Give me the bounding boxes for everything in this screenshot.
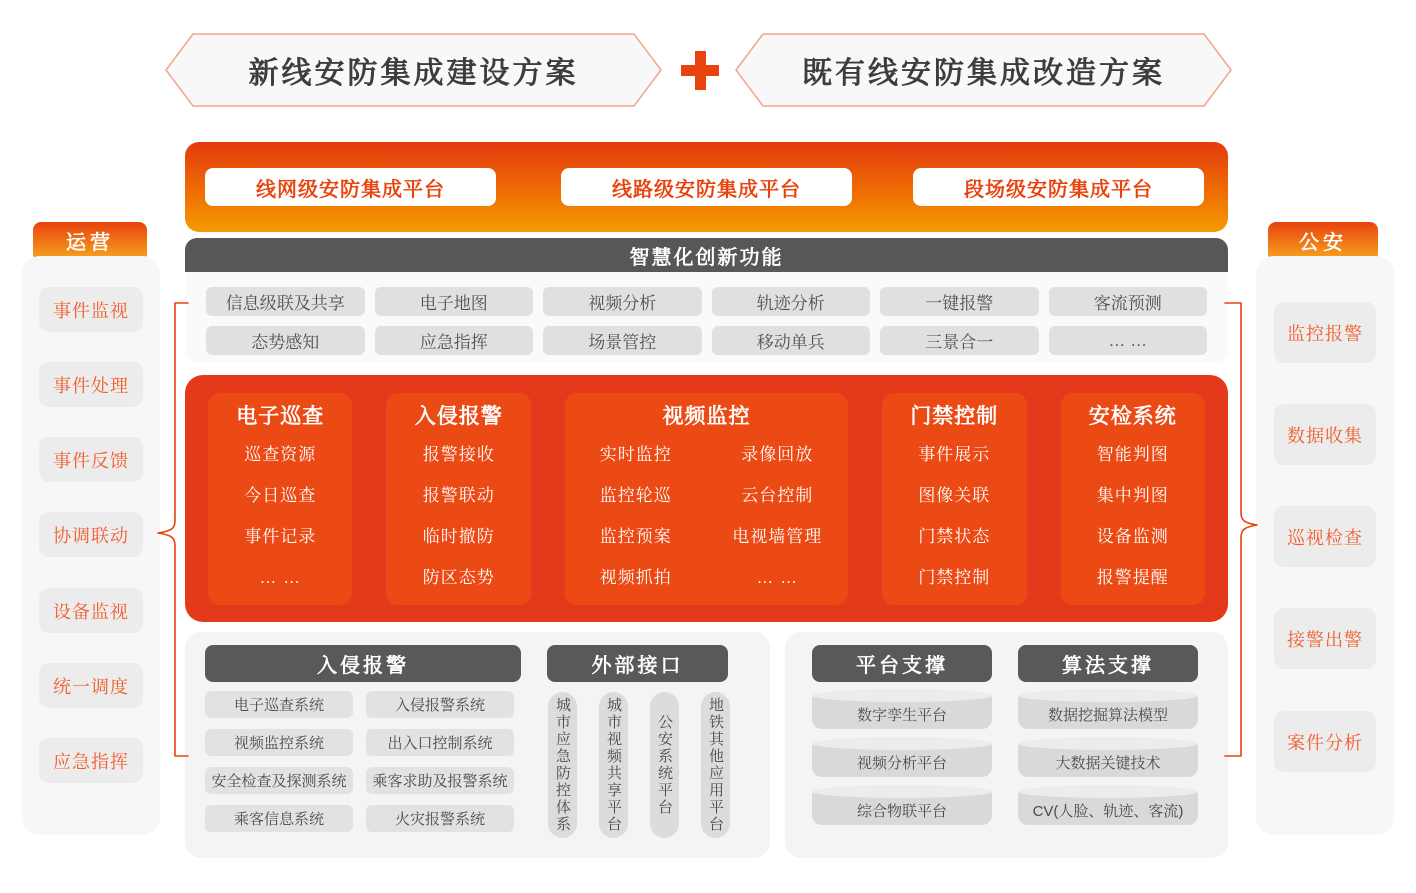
module-access-control	[882, 393, 1026, 605]
database-cylinder	[812, 737, 992, 777]
module-item: 视频抓拍	[599, 568, 672, 587]
platform-line-level: 线路级安防集成平台	[561, 168, 852, 206]
smart-functions-row-2	[206, 326, 1207, 355]
subsystem-pill: 火灾报警系统	[366, 805, 514, 832]
module-item: 监控轮巡	[599, 486, 672, 505]
smart-functions-title: 智慧化创新功能	[185, 238, 1228, 272]
database-cylinder	[1018, 785, 1198, 825]
module-item: 报警提醒	[1096, 568, 1169, 587]
module-item: 智能判图	[1096, 445, 1169, 464]
core-modules-section	[185, 375, 1228, 622]
module-item: 防区态势	[422, 568, 495, 587]
smart-functions-row-1	[206, 287, 1207, 316]
module-title: 电子巡查	[236, 405, 325, 428]
police-tab: 公安	[1268, 222, 1378, 258]
right-brace	[1225, 303, 1257, 756]
database-cylinder	[1018, 737, 1198, 777]
module-item: … …	[756, 568, 799, 587]
smart-function-pill: 态势感知	[206, 326, 365, 355]
left-brace	[158, 303, 188, 756]
module-item: 临时撤防	[422, 527, 495, 546]
subsystems-title: 入侵报警	[205, 645, 521, 682]
platform-support-group	[812, 689, 992, 825]
operations-item: 统一调度	[39, 663, 143, 708]
smart-function-pill: 信息级联及共享	[206, 287, 365, 316]
operations-item: 事件反馈	[39, 437, 143, 482]
module-item-grid	[565, 434, 848, 598]
module-item: 巡查资源	[244, 445, 317, 464]
smart-function-pill: 轨迹分析	[712, 287, 871, 316]
module-item: 事件展示	[918, 445, 991, 464]
cylinder-label: 大数据关键技术	[1018, 743, 1198, 777]
police-item: 案件分析	[1274, 711, 1376, 772]
module-title: 视频监控	[662, 405, 751, 428]
module-item: 图像关联	[918, 486, 991, 505]
module-item: 实时监控	[599, 445, 672, 464]
subsystem-pill: 出入口控制系统	[366, 729, 514, 756]
module-item: 设备监测	[1096, 527, 1169, 546]
module-item: 报警联动	[422, 486, 495, 505]
smart-function-pill: 三景合一	[880, 326, 1039, 355]
module-item: 今日巡查	[244, 486, 317, 505]
external-interface-pill: 地铁其他应用平台	[701, 692, 730, 838]
smart-functions-section	[185, 238, 1228, 362]
banner-existing-line-label: 既有线安防集成改造方案	[802, 57, 1165, 90]
cylinder-label: CV(人脸、轨迹、客流)	[1018, 791, 1198, 825]
subsystem-pill: 入侵报警系统	[366, 691, 514, 718]
module-security-check	[1061, 393, 1205, 605]
plus-icon	[668, 30, 732, 110]
platform-network-level: 线网级安防集成平台	[205, 168, 496, 206]
module-item: 报警接收	[422, 445, 495, 464]
platform-support-title: 平台支撑	[812, 645, 992, 682]
external-interfaces-title: 外部接口	[547, 645, 728, 682]
module-item: 录像回放	[741, 445, 814, 464]
module-item: … …	[259, 568, 302, 587]
banner-new-line-label: 新线安防集成建设方案	[248, 57, 579, 90]
external-interface-pill: 城市视频共享平台	[599, 692, 628, 838]
module-title: 安检系统	[1088, 405, 1177, 428]
operations-panel	[22, 256, 160, 835]
database-cylinder	[812, 785, 992, 825]
subsystems-grid	[205, 691, 514, 832]
subsystems-panel	[185, 632, 770, 858]
cylinder-label: 视频分析平台	[812, 743, 992, 777]
cylinder-label: 数字孪生平台	[812, 695, 992, 729]
smart-function-pill: 视频分析	[543, 287, 702, 316]
subsystem-pill: 电子巡查系统	[205, 691, 353, 718]
database-cylinder	[812, 689, 992, 729]
external-interface-pill: 公安系统平台	[650, 692, 679, 838]
module-intrusion-alarm	[386, 393, 530, 605]
police-item: 数据收集	[1274, 404, 1376, 465]
police-item: 接警出警	[1274, 608, 1376, 669]
module-title: 入侵报警	[414, 405, 503, 428]
smart-function-pill: 一键报警	[880, 287, 1039, 316]
external-interfaces-group	[548, 692, 730, 838]
smart-function-pill: 场景管控	[543, 326, 702, 355]
police-item: 监控报警	[1274, 302, 1376, 363]
operations-tab: 运营	[33, 222, 147, 258]
smart-function-pill: 电子地图	[375, 287, 534, 316]
platform-levels-bar	[185, 142, 1228, 232]
smart-function-pill: 应急指挥	[375, 326, 534, 355]
police-item: 巡视检查	[1274, 506, 1376, 567]
module-item: 门禁控制	[918, 568, 991, 587]
smart-function-pill: 移动单兵	[712, 326, 871, 355]
cylinder-label: 综合物联平台	[812, 791, 992, 825]
support-panel	[785, 632, 1228, 858]
database-cylinder	[1018, 689, 1198, 729]
smart-function-pill ellipsis-pill: … …	[1049, 326, 1208, 355]
platform-depot-level: 段场级安防集成平台	[913, 168, 1204, 206]
module-item: 门禁状态	[918, 527, 991, 546]
operations-item: 设备监视	[39, 588, 143, 633]
operations-item: 事件监视	[39, 287, 143, 332]
external-interface-pill: 城市应急防控体系	[548, 692, 577, 838]
algorithm-support-title: 算法支撑	[1018, 645, 1198, 682]
operations-item: 事件处理	[39, 362, 143, 407]
module-item: 云台控制	[741, 486, 814, 505]
banner-existing-line	[735, 33, 1232, 107]
police-panel	[1256, 256, 1394, 835]
subsystem-pill: 乘客求助及报警系统	[366, 767, 514, 794]
banner-new-line	[165, 33, 662, 107]
module-item: 集中判图	[1096, 486, 1169, 505]
operations-item: 应急指挥	[39, 738, 143, 783]
cylinder-label: 数据挖掘算法模型	[1018, 695, 1198, 729]
module-title: 门禁控制	[910, 405, 999, 428]
module-item: 电视墙管理	[732, 527, 823, 546]
subsystem-pill: 视频监控系统	[205, 729, 353, 756]
smart-function-pill: 客流预测	[1049, 287, 1208, 316]
subsystem-pill: 安全检查及探测系统	[205, 767, 353, 794]
operations-item: 协调联动	[39, 512, 143, 557]
module-electronic-patrol	[208, 393, 352, 605]
module-item: 事件记录	[244, 527, 317, 546]
algorithm-support-group	[1018, 689, 1198, 825]
smart-functions-body	[185, 272, 1228, 362]
module-video-surveillance	[565, 393, 848, 605]
module-item: 监控预案	[599, 527, 672, 546]
subsystem-pill: 乘客信息系统	[205, 805, 353, 832]
